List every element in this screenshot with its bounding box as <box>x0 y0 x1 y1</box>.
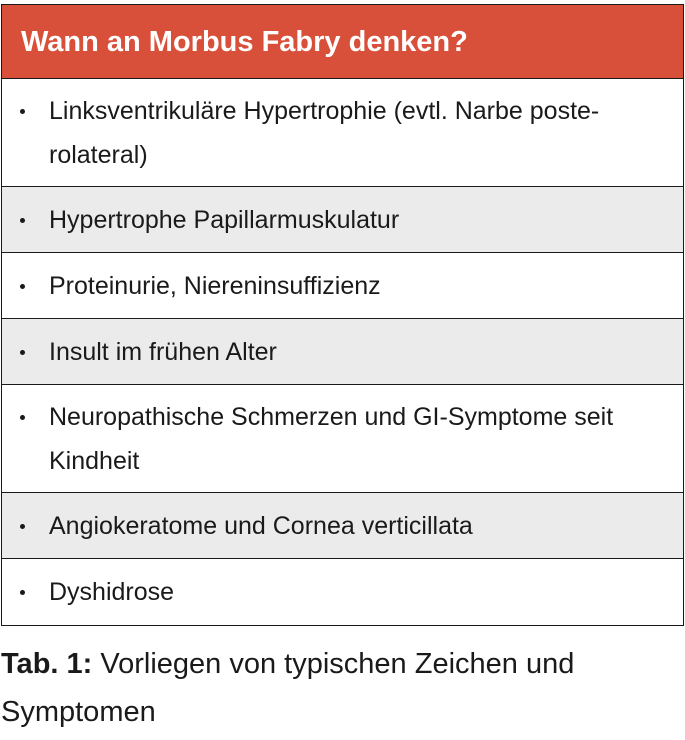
caption-label: Tab. 1: <box>1 648 93 680</box>
bullet-icon <box>20 350 25 355</box>
bullet-icon <box>20 524 25 529</box>
bullet-icon <box>20 218 25 223</box>
table-row <box>2 79 683 187</box>
row-text: Linksventrikuläre Hypertrophie (evtl. Narbe posterolateral) <box>49 97 600 169</box>
bullet-icon <box>20 415 25 420</box>
bullet-icon <box>20 109 25 114</box>
row-text: Dyshidrose <box>49 578 175 606</box>
table-row <box>2 385 683 493</box>
row-text: Neuropathische Schmerzen und GI-Symptome seit Kindheit <box>49 403 614 475</box>
table-row <box>2 559 683 625</box>
bullet-icon <box>20 284 25 289</box>
bullet-icon <box>20 590 25 595</box>
table-header: Wann an Morbus Fabry denken? <box>2 5 683 79</box>
row-text: Angiokeratome und Cornea verticillata <box>49 512 473 540</box>
row-text: Proteinurie, Niereninsuffizienz <box>49 272 381 300</box>
table-row <box>2 493 683 559</box>
fabry-table <box>1 4 684 626</box>
table-row <box>2 319 683 385</box>
table-row <box>2 253 683 319</box>
row-text: Insult im frühen Alter <box>49 338 277 366</box>
row-text: Hypertrophe Papillarmuskulatur <box>49 206 400 234</box>
table-caption <box>1 640 681 736</box>
caption-text: Vorliegen von typischen Zeichen und Symptomen <box>1 648 575 728</box>
table-row <box>2 187 683 253</box>
